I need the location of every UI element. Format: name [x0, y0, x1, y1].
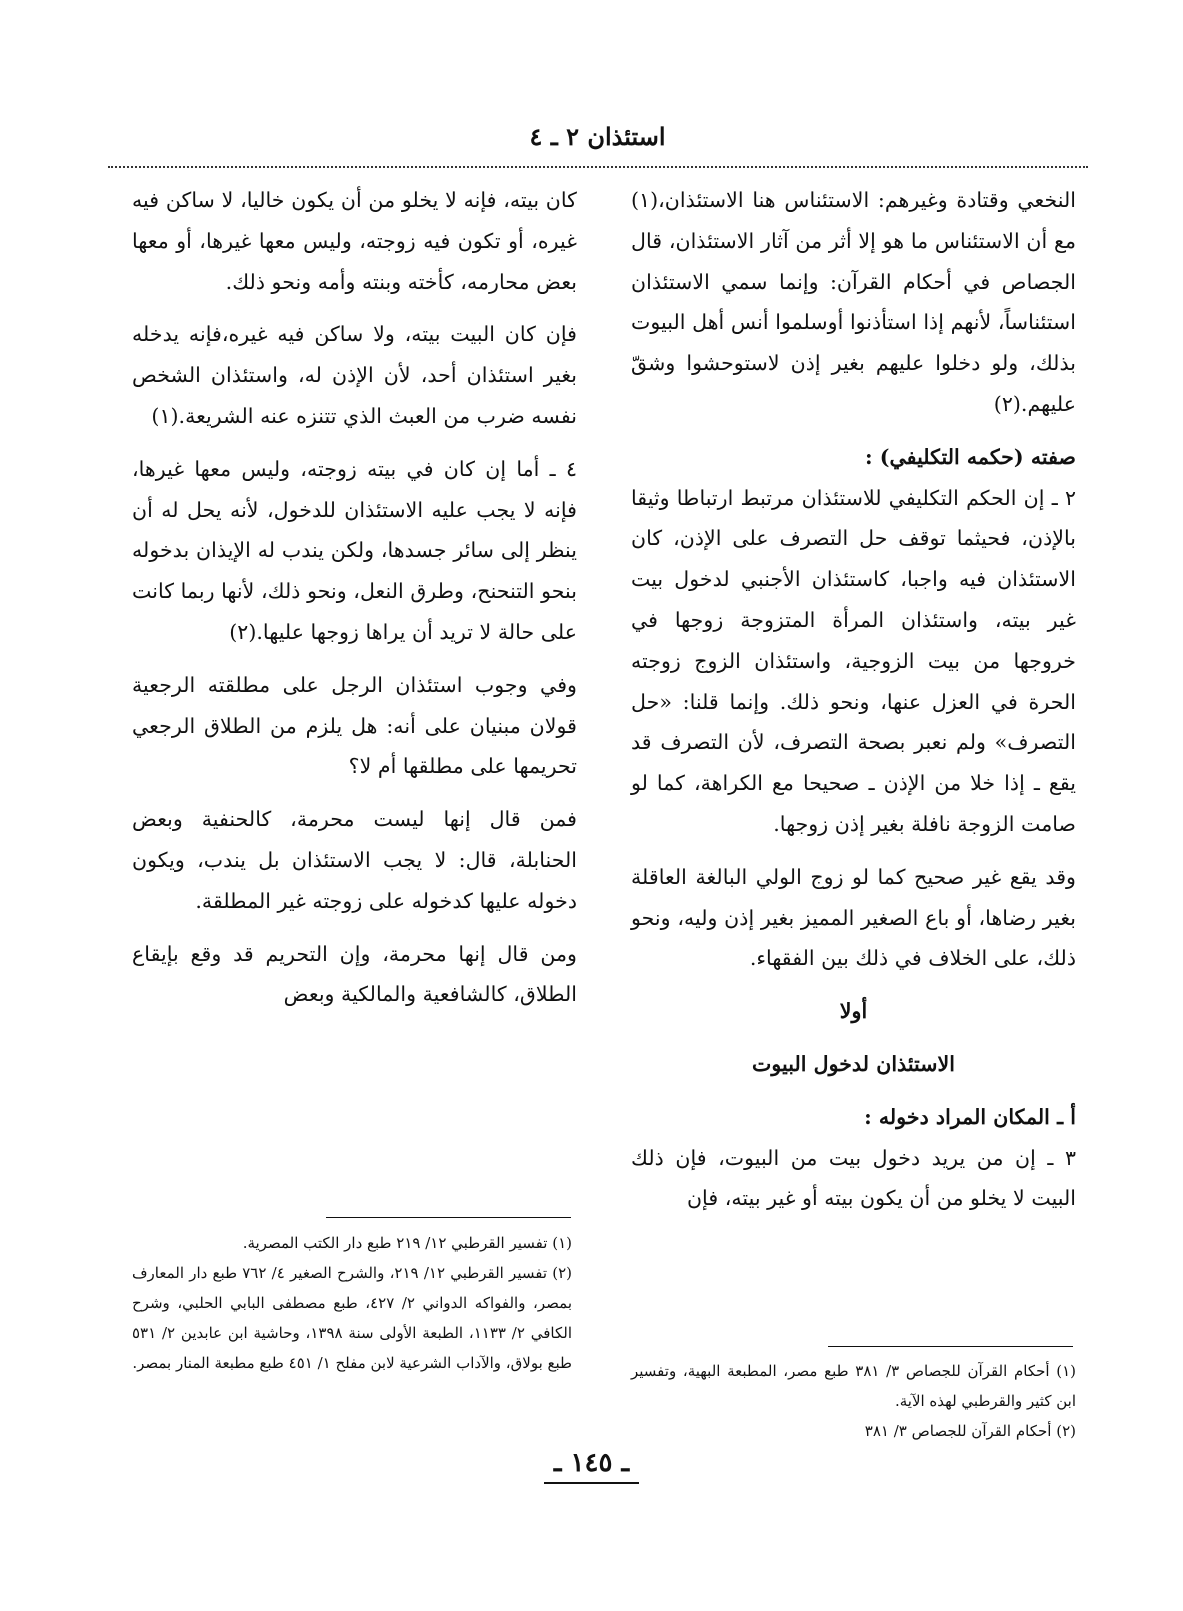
footnote-left-2: (٢) تفسير القرطبي ١٢/ ٢١٩، والشرح الصغير ٤/ ٧٦٢ طبع دار المعارف بمصر، والفواكه الدواني ٢/ ٤٢٧، طبع مصطفى البابي الحلبي، وشرح الكافي ٢/ ١١٣٣، الطبعة الأولى سنة ١٣٩٨، وحاشية ابن عابدين ٢/ ٥٣١ طبع بولاق، والآداب الشرعية لابن مفلح ١/ ٤٥١ طبع مطبعة المنار بمصر. [132, 1264, 573, 1372]
right-column [631, 180, 1076, 1231]
running-header [110, 122, 1085, 162]
page-footer [0, 1448, 1183, 1478]
header-dotted-rule [108, 166, 1088, 168]
section-title: الاستئذان لدخول البيوت [751, 1051, 955, 1076]
footnote-right-1: (١) أحكام القرآن للجصاص ٣/ ٣٨١ طبع مصر، المطبعة البهية، وتفسير ابن كثير والقرطبي لهذه الآية. [631, 1362, 1076, 1410]
left-paragraph-2: فإن كان البيت بيته، ولا ساكن فيه غيره،فإنه يدخله بغير استئذان أحد، لأن الإذن له، واستئذان الشخص نفسه ضرب من العبث الذي تتنزه عنه الشريعة.(١) [132, 322, 577, 428]
header-title: استئذان ٢ ـ ٤ [529, 122, 666, 151]
right-paragraph-2: ٢ ـ إن الحكم التكليفي للاستئذان مرتبط ارتباطا وثيقا بالإذن، فحيثما توقف حل التصرف على الإذن، كان الاستئذان فيه واجبا، كاستئذان الأجنبي لدخول بيت غير بيته، واستئذان المرأة المتزوجة زوجها في خروجها من بيت الزوجية، واستئذان الزوج زوجته الحرة في العزل عنها، ونحو ذلك. وإنما قلنا: «حل التصرف» ولم نعبر بصحة التصرف، لأن التصرف قد يقع ـ إذا خلا من الإذن ـ صحيحا مع الكراهة، كما لو صامت الزوجة نافلة بغير إذن زوجها. [631, 485, 1076, 836]
footnote-left-1: (١) تفسير القرطبي ١٢/ ٢١٩ طبع دار الكتب المصرية. [242, 1234, 572, 1252]
right-paragraph-1: النخعي وقتادة وغيرهم: الاستئناس هنا الاستئذان،(١) مع أن الاستئناس ما هو إلا أثر من آثار الاستئذان، قال الجصاص في أحكام القرآن: وإنما سمي الاستئذان استئناساً، لأنهم إذا استأذنوا أوسلموا أنس أهل البيوت بذلك، ولو دخلوا عليهم بغير إذن لاستوحشوا وشقّ عليهم.(٢) [631, 188, 1076, 416]
right-paragraph-4: ٣ ـ إن من يريد دخول بيت من البيوت، فإن ذلك البيت لا يخلو من أن يكون بيته أو غير بيته، فإن [631, 1145, 1076, 1211]
left-column [132, 180, 577, 1027]
footnotes-right [631, 1356, 1076, 1446]
left-paragraph-4: وفي وجوب استئذان الرجل على مطلقته الرجعية قولان مبنيان على أنه: هل يلزم من الطلاق الرجعي تحريمها على مطلقها أم لا؟ [132, 672, 577, 779]
left-paragraph-1: كان بيته، فإنه لا يخلو من أن يكون خاليا، لا ساكن فيه غيره، أو تكون فيه زوجته، وليس معها غيرها، أو معها بعض محارمه، كأخته وبنته وأمه ونحو ذلك. [132, 188, 577, 294]
heading-sifa: صفته (حكمه التكليفي) : [864, 444, 1076, 469]
footnote-right-2: (٢) أحكام القرآن للجصاص ٣/ ٣٨١ [864, 1422, 1076, 1440]
left-paragraph-5: فمن قال إنها ليست محرمة، كالحنفية وبعض الحنابلة، قال: لا يجب الاستئذان بل يندب، ويكون دخوله عليها كدخوله على زوجته غير المطلقة. [132, 807, 577, 913]
left-paragraph-6: ومن قال إنها محرمة، وإن التحريم قد وقع بإيقاع الطلاق، كالشافعية والمالكية وبعض [132, 941, 577, 1007]
footnote-separator-right [828, 1346, 1073, 1347]
left-paragraph-3: ٤ ـ أما إن كان في بيته زوجته، وليس معها غيرها، فإنه لا يجب عليه الاستئذان للدخول، لأنه يحل له أن ينظر إلى سائر جسدها، ولكن يندب له الإيذان بدخوله بنحو التنحنح، وطرق النعل، ونحو ذلك، لأنها ربما كانت على حالة لا تريد أن يراها زوجها عليها.(٢) [132, 456, 577, 644]
footnotes-left [132, 1228, 572, 1378]
section-number: أولا [839, 999, 868, 1024]
page-number: ـ ١٤٥ ـ [544, 1448, 639, 1484]
footnote-separator-left [326, 1217, 571, 1218]
heading-makan: أ ـ المكان المراد دخوله : [864, 1104, 1076, 1129]
right-paragraph-3: وقد يقع غير صحيح كما لو زوج الولي البالغة العاقلة بغير رضاها، أو باع الصغير المميز بغير إذن وليه، ونحو ذلك، على الخلاف في ذلك بين الفقهاء. [631, 864, 1076, 971]
